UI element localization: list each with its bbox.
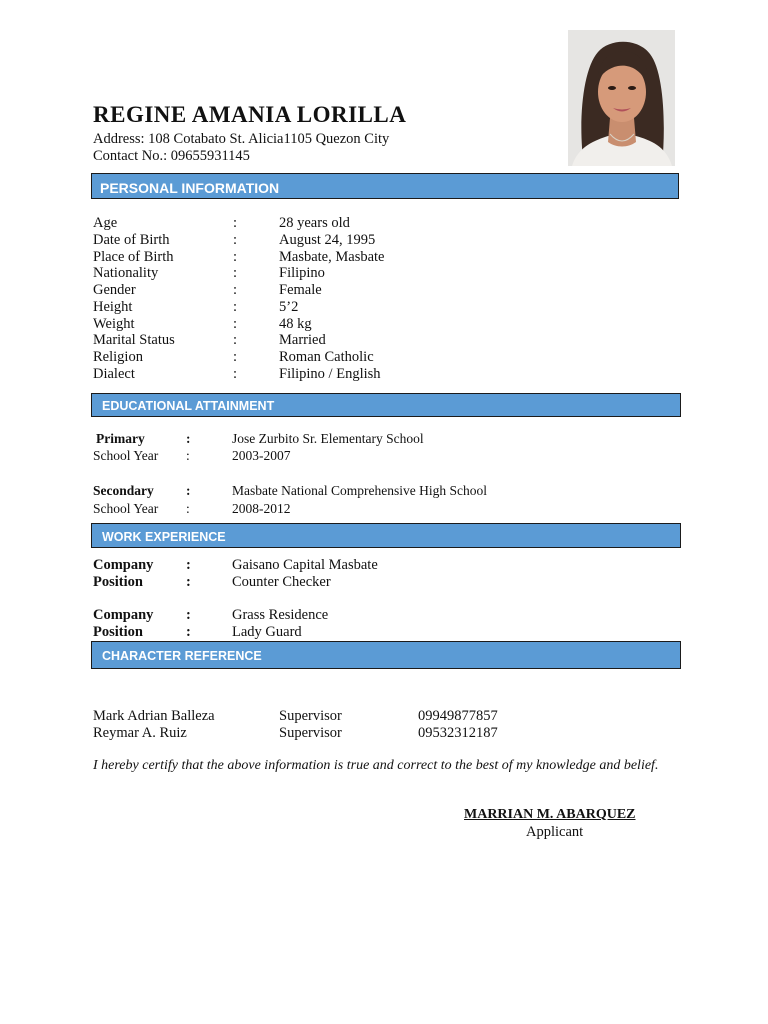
applicant-name: REGINE AMANIA LORILLA xyxy=(93,102,407,127)
work-company-value: Grass Residence xyxy=(232,607,329,623)
work-position-label: Position xyxy=(93,624,143,640)
education-primary-label: Primary xyxy=(96,431,145,446)
field-value: 28 years old xyxy=(279,215,350,231)
reference-name: Mark Adrian Balleza xyxy=(93,708,215,724)
field-label: Gender xyxy=(93,282,136,298)
field-value: Filipino xyxy=(279,265,325,281)
certification-statement: I hereby certify that the above information is true and correct to the best of my knowledge and belief. xyxy=(93,758,659,773)
field-separator: : xyxy=(186,501,190,516)
education-primary-year: 2003-2007 xyxy=(232,448,291,463)
field-separator: : xyxy=(186,431,191,446)
education-year-label: School Year xyxy=(93,448,159,463)
applicant-photo xyxy=(568,30,675,166)
education-secondary-label: Secondary xyxy=(93,483,154,498)
field-value: Roman Catholic xyxy=(279,349,374,365)
field-label: Place of Birth xyxy=(93,249,174,265)
education-year-label: School Year xyxy=(93,501,159,516)
field-label: Weight xyxy=(93,316,135,332)
field-separator: : xyxy=(233,232,238,248)
field-value: Filipino / English xyxy=(279,366,381,382)
section-header-reference: CHARACTER REFERENCE xyxy=(91,641,681,669)
field-value: 5’2 xyxy=(279,299,299,315)
field-separator: : xyxy=(233,299,238,315)
field-label: Date of Birth xyxy=(93,232,170,248)
reference-name: Reymar A. Ruiz xyxy=(93,725,187,741)
field-value: Married xyxy=(279,332,326,348)
field-separator: : xyxy=(233,249,238,265)
field-label: Age xyxy=(93,215,118,231)
field-separator: : xyxy=(186,624,191,640)
section-header-education: EDUCATIONAL ATTAINMENT xyxy=(91,393,681,417)
field-separator: : xyxy=(233,366,238,382)
work-company-label: Company xyxy=(93,607,154,623)
field-separator: : xyxy=(233,316,238,332)
field-label: Religion xyxy=(93,349,143,365)
field-separator: : xyxy=(186,574,191,590)
field-value: 48 kg xyxy=(279,316,312,332)
section-header-personal: PERSONAL INFORMATION xyxy=(91,173,679,199)
field-separator: : xyxy=(186,557,191,573)
section-header-work: WORK EXPERIENCE xyxy=(91,523,681,548)
signature-role: Applicant xyxy=(526,824,584,840)
field-separator: : xyxy=(186,607,191,623)
reference-position: Supervisor xyxy=(279,725,342,741)
field-separator: : xyxy=(186,448,190,463)
field-label: Dialect xyxy=(93,366,135,382)
reference-position: Supervisor xyxy=(279,708,342,724)
field-label: Marital Status xyxy=(93,332,175,348)
field-separator: : xyxy=(233,349,238,365)
work-position-value: Counter Checker xyxy=(232,574,331,590)
address-line: Address: 108 Cotabato St. Alicia1105 Quezon City xyxy=(93,131,390,147)
education-secondary-school: Masbate National Comprehensive High School xyxy=(232,483,487,498)
field-value: Masbate, Masbate xyxy=(279,249,385,265)
field-value: Female xyxy=(279,282,322,298)
field-separator: : xyxy=(233,332,238,348)
education-secondary-year: 2008-2012 xyxy=(232,501,291,516)
work-position-label: Position xyxy=(93,574,143,590)
field-separator: : xyxy=(233,282,238,298)
work-company-label: Company xyxy=(93,557,154,573)
field-separator: : xyxy=(186,483,191,498)
education-primary-school: Jose Zurbito Sr. Elementary School xyxy=(232,431,424,446)
reference-phone: 09532312187 xyxy=(418,725,498,741)
reference-phone: 09949877857 xyxy=(418,708,498,724)
field-separator: : xyxy=(233,265,238,281)
work-position-value: Lady Guard xyxy=(232,624,302,640)
field-value: August 24, 1995 xyxy=(279,232,376,248)
work-company-value: Gaisano Capital Masbate xyxy=(232,557,378,573)
contact-line: Contact No.: 09655931145 xyxy=(93,148,250,164)
field-separator: : xyxy=(233,215,238,231)
signature-name: MARRIAN M. ABARQUEZ xyxy=(464,807,636,822)
field-label: Nationality xyxy=(93,265,159,281)
field-label: Height xyxy=(93,299,133,315)
